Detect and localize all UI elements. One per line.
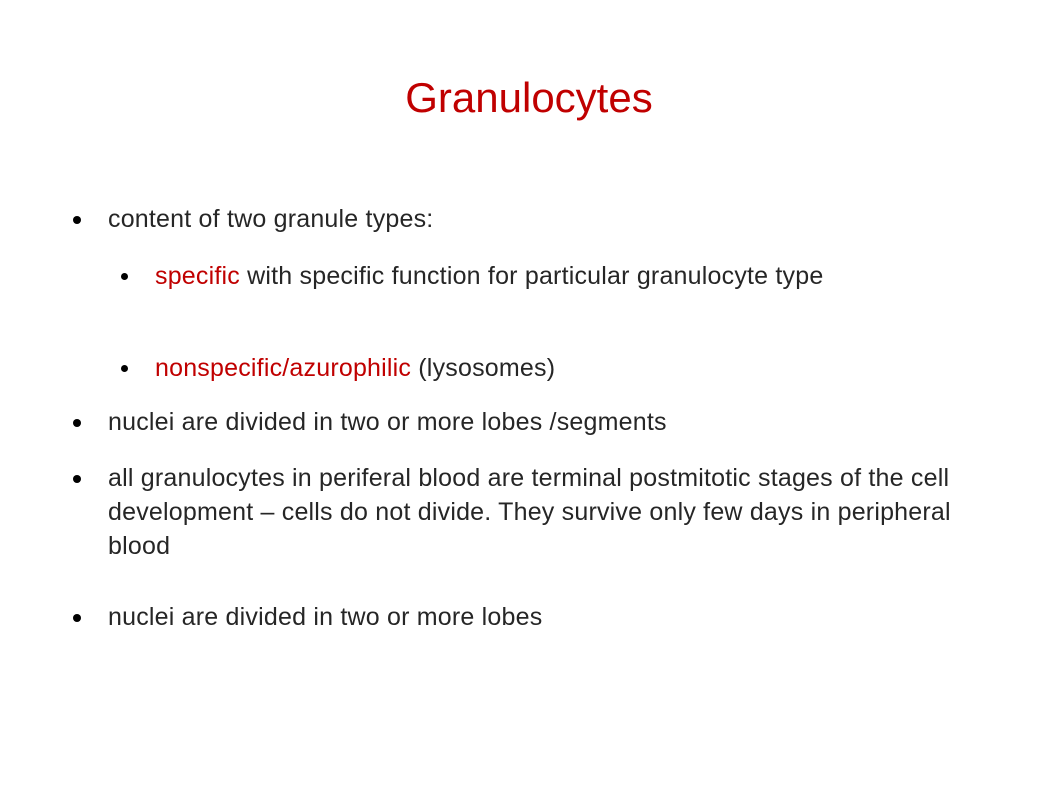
bullet-dot-icon <box>121 365 128 372</box>
bullet-dot-icon <box>73 475 81 483</box>
bullet-text: with specific function for particular granulocyte type <box>239 262 824 290</box>
bullet-item <box>108 600 1008 634</box>
highlight-term: specific <box>155 262 240 290</box>
bullet-item <box>108 461 1008 563</box>
bullet-text: nuclei are divided in two or more lobes /segments <box>108 408 667 436</box>
bullet-text: content of two granule types: <box>108 205 434 233</box>
bullet-item <box>108 202 1008 236</box>
bullet-dot-icon <box>73 419 81 427</box>
bullet-dot-icon <box>121 273 128 280</box>
bullet-dot-icon <box>73 216 81 224</box>
sub-bullet-item <box>155 259 1005 293</box>
sub-bullet-item <box>155 351 1005 385</box>
bullet-text: all granulocytes in periferal blood are terminal postmitotic stages of the cell development – cells do not divide. They survive only few days in peripheral blood <box>108 464 951 560</box>
bullet-text: nuclei are divided in two or more lobes <box>108 603 543 631</box>
highlight-term: nonspecific/azurophilic <box>155 354 412 382</box>
bullet-item <box>108 405 1008 439</box>
slide-title: Granulocytes <box>405 74 653 121</box>
bullet-dot-icon <box>73 614 81 622</box>
bullet-text: (lysosomes) <box>411 354 556 382</box>
